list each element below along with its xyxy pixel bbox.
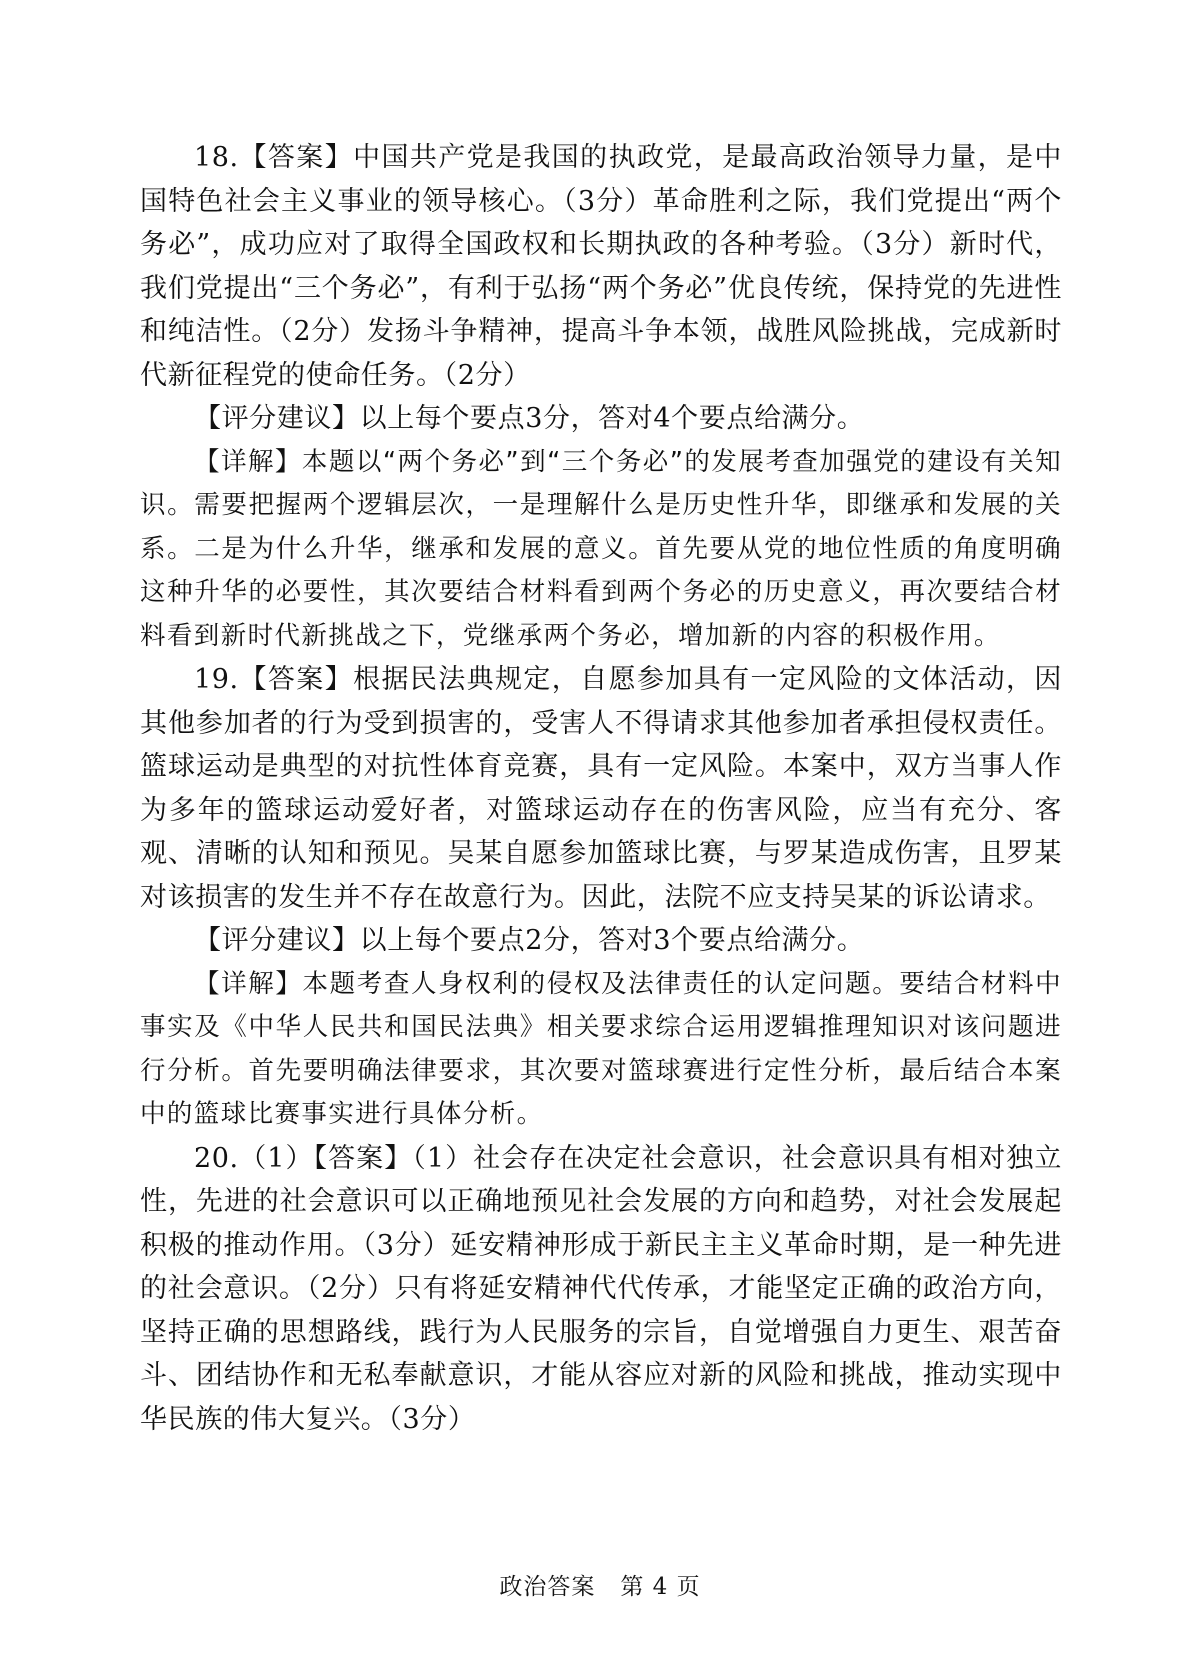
answer-19: 19.【答案】根据民法典规定，自愿参加具有一定风险的文体活动，因其他参加者的行为受到损害的，受害人不得请求其他参加者承担侵权责任。篮球运动是典型的对抗性体育竞赛，具有一定风险。本案中，双方当事人作为多年的篮球运动爱好者，对篮球运动存在的伤害风险，应当有充分、客观、清晰的认知和预见。吴某自愿参加篮球比赛，与罗某造成伤害，且罗某对该损害的发生并不存在故意行为。因此，法院不应支持吴某的诉讼请求。: [140, 664, 1062, 913]
explanation-18: 【详解】本题以“两个务必”到“三个务必”的发展考查加强党的建设有关知识。需要把握两个逻辑层次，一是理解什么是历史性升华，即继承和发展的关系。二是为什么升华，继承和发展的意义。首先要从党的地位性质的角度明确这种升华的必要性，其次要结合材料看到两个务必的历史意义，再次要结合材料看到新时代新挑战之下，党继承两个务必，增加新的内容的积极作用。: [140, 446, 1062, 651]
scoring-suggestion-18: 【评分建议】以上每个要点3分，答对4个要点给满分。: [194, 403, 865, 434]
footer-subject: 政治答案: [499, 1574, 596, 1600]
footer-page-number: 第 4 页: [620, 1574, 701, 1600]
answer-20-1: 20.（1）【答案】（1）社会存在决定社会意识，社会意识具有相对独立性，先进的社会意识可以正确地预见社会发展的方向和趋势，对社会发展起积极的推动作用。（3分）延安精神形成于新民主主义革命时期，是一种先进的社会意识。（2分）只有将延安精神代代传承，才能坚定正确的政治方向，坚持正确的思想路线，践行为人民服务的宗旨，自觉增强自力更生、艰苦奋斗、团结协作和无私奉献意识，才能从容应对新的风险和挑战，推动实现中华民族的伟大复兴。（3分）: [140, 1142, 1062, 1435]
page-footer: [0, 1568, 1200, 1601]
answer-content: [140, 136, 1062, 1441]
explanation-19: 【详解】本题考查人身权利的侵权及法律责任的认定问题。要结合材料中事实及《中华人民共和国民法典》相关要求综合运用逻辑推理知识对该问题进行分析。首先要明确法律要求，其次要对篮球赛进行定性分析，最后结合本案中的篮球比赛事实进行具体分析。: [140, 968, 1062, 1129]
scoring-suggestion-19: 【评分建议】以上每个要点2分，答对3个要点给满分。: [194, 925, 865, 956]
answer-18: 18.【答案】中国共产党是我国的执政党，是最高政治领导力量，是中国特色社会主义事业的领导核心。（3分）革命胜利之际，我们党提出“两个务必”，成功应对了取得全国政权和长期执政的各种考验。（3分）新时代，我们党提出“三个务必”，有利于弘扬“两个务必”优良传统，保持党的先进性和纯洁性。（2分）发扬斗争精神，提高斗争本领，战胜风险挑战，完成新时代新征程党的使命任务。（2分）: [140, 142, 1062, 391]
